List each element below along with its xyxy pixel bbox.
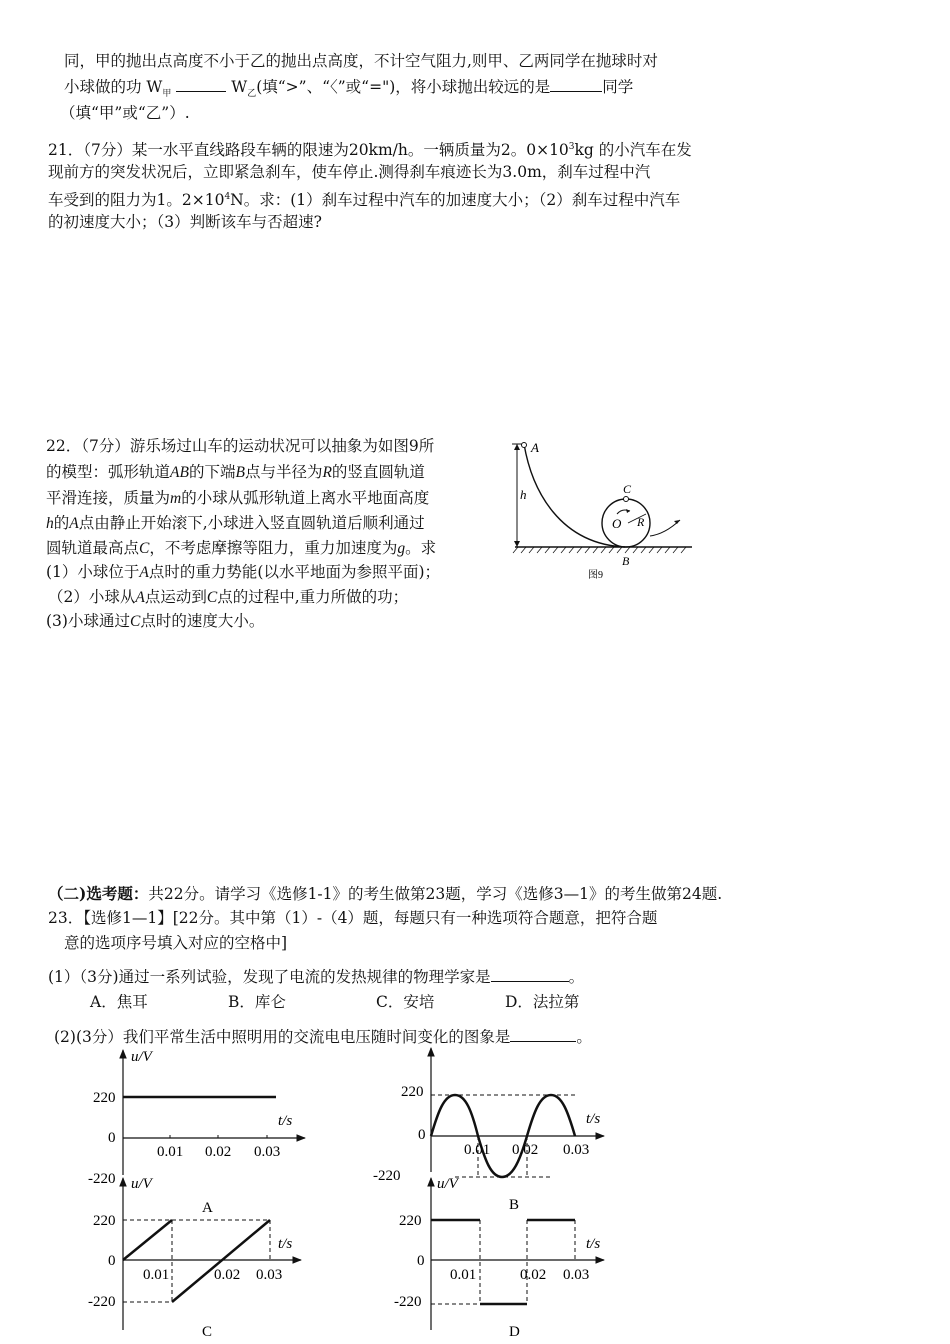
graph-a — [88, 1049, 305, 1187]
q22-line1: 22．（7分）游乐场过山车的运动状况可以抽象为如图9所 — [46, 437, 435, 455]
q23-option-d: D．法拉第 — [505, 993, 580, 1011]
var-ab: AB — [170, 464, 189, 481]
q23-p1-stem: (1）（3分)通过一系列试验，发现了电流的发热规律的物理学家是 — [48, 968, 491, 986]
graph-c-t3: 0.03 — [256, 1267, 283, 1283]
graph-d-xlabel: t/s — [586, 1236, 601, 1252]
q22-t11: 。求 — [405, 539, 437, 557]
q23-option-a: A．焦耳 — [90, 993, 148, 1011]
var-a-3: A — [135, 589, 145, 606]
graph-d — [394, 1176, 604, 1340]
graph-a-t1: 0.01 — [157, 1144, 184, 1160]
q20-work-label-b: W — [231, 78, 248, 96]
q22-s3a: (3)小球通过 — [46, 612, 130, 630]
q22-t10: ，不考虑摩擦等阻力，重力加速度为 — [149, 539, 398, 557]
graph-d-ylabel: u/V — [437, 1176, 458, 1192]
graph-b-t3: 0.03 — [563, 1142, 590, 1158]
graph-c-t1: 0.01 — [143, 1267, 170, 1283]
graph-c-t2: 0.02 — [214, 1267, 241, 1283]
q22-s1b: 点时的重力势能(以水平地面为参照平面)； — [148, 563, 440, 581]
section2-head: （二)选考题： — [48, 884, 149, 903]
var-c-2: C — [206, 589, 218, 606]
q23-line1: 23．【选修1—1】[22分。其中第（1）-（4）题，每题只有一种选项符合题意，把符合题 — [48, 909, 658, 927]
q20-line2 — [64, 77, 633, 104]
graph-d-t3: 0.03 — [563, 1267, 590, 1283]
q22-t1: 的模型：弧形轨道 — [46, 463, 171, 481]
sub-yi: 乙 — [247, 89, 257, 100]
fig-label-o: O — [612, 516, 622, 531]
q22-sub3 — [46, 611, 264, 632]
figure-9-roller-coaster — [500, 436, 700, 584]
q22-s3b: 点时的速度大小。 — [140, 612, 265, 630]
section2-text: 共22分。请学习《选修1-1》的考生做第23题，学习《选修3—1》的考生做第24题. — [148, 885, 723, 903]
q22-t2: 的下端 — [188, 463, 236, 481]
q21-line1 — [48, 137, 692, 160]
section2-heading — [48, 884, 722, 904]
q22-t6: 的小球从弧形轨道上离水平地面高度 — [181, 489, 430, 507]
var-a: A — [69, 515, 79, 532]
q20-line1: 同，甲的抛出点高度不小于乙的抛出点高度，不计空气阻力,则甲、乙两同学在抛球时对 — [64, 52, 658, 70]
graph-d-y0: 0 — [417, 1253, 425, 1269]
q21-sup1: 3 — [568, 142, 575, 152]
var-r: R — [322, 464, 332, 481]
fig-caption: 图9 — [588, 570, 603, 581]
fig-label-h: h — [520, 487, 527, 502]
q20-work-label-a: 小球做的功 W — [64, 78, 163, 96]
q22-t9: 圆轨道最高点 — [46, 539, 140, 557]
graph-c-ylabel: u/V — [131, 1176, 152, 1192]
graph-b-caption: B — [509, 1197, 520, 1213]
graph-a-ylabel: u/V — [131, 1049, 152, 1065]
q22-s2c: 点的过程中,重力所做的功； — [217, 588, 409, 606]
q23-p1 — [48, 967, 584, 987]
q21-line3a: 车受到的阻力为1。2×10 — [48, 191, 225, 210]
q23-option-b: B．库仑 — [228, 993, 286, 1011]
graph-b — [373, 1048, 604, 1213]
var-h: h — [46, 515, 54, 532]
sub-jia: 甲 — [162, 89, 172, 100]
graph-a-xlabel: t/s — [278, 1113, 293, 1129]
q22-line2 — [46, 462, 425, 483]
q22-sub1 — [46, 562, 440, 583]
graph-b-y-220: -220 — [373, 1168, 401, 1184]
q23-p1-end: 。 — [568, 968, 585, 986]
q21-line4: 的初速度大小；（3）判断该车与否超速? — [48, 213, 322, 231]
graph-b-y0: 0 — [418, 1127, 426, 1143]
q22-s2b: 点运动到 — [144, 588, 207, 606]
graph-c-caption: C — [202, 1324, 213, 1340]
graph-a-t2: 0.02 — [205, 1144, 232, 1160]
q21-sup2: 4 — [224, 192, 231, 202]
q22-t8: 点由静止开始滚下,小球进入竖直圆轨道后顺利通过 — [78, 514, 425, 532]
graph-a-y0: 0 — [108, 1130, 116, 1146]
graph-a-y-220: -220 — [88, 1171, 116, 1187]
blank-p1[interactable] — [491, 967, 569, 982]
graph-d-y220: 220 — [399, 1213, 422, 1229]
q22-line5 — [46, 538, 436, 559]
graph-c-xlabel: t/s — [278, 1236, 293, 1252]
q22-t4: 的竖直圆轨道 — [331, 463, 425, 481]
graph-b-xlabel: t/s — [586, 1111, 601, 1127]
graph-d-t1: 0.01 — [450, 1267, 477, 1283]
q21-line2: 现前方的突发状况后，立即紧急刹车，使车停止.测得刹车痕迹长为3.0m，刹车过程中汽 — [48, 163, 651, 181]
graph-b-t1: 0.01 — [464, 1142, 491, 1158]
graph-b-t2: 0.02 — [512, 1142, 539, 1158]
q21-line1a: 21．（7分）某一水平直线路段车辆的限速为20km/h。一辆质量为2。0×10 — [48, 141, 569, 160]
graph-c — [88, 1176, 301, 1340]
graph-a-caption: A — [202, 1200, 213, 1216]
var-b: B — [235, 464, 245, 481]
fig-label-b: B — [622, 554, 630, 568]
var-a-2: A — [139, 564, 149, 581]
q22-t5: 平滑连接，质量为 — [46, 489, 171, 507]
var-g: g — [397, 540, 406, 557]
q22-s1a: (1）小球位于 — [46, 563, 140, 581]
q21-line1b: kg 的小汽车在发 — [574, 141, 692, 160]
fig-label-a: A — [531, 440, 539, 455]
q23-p2-stem: (2)(3分）我们平常生活中照明用的交流电电压随时间变化的图象是 — [54, 1028, 511, 1046]
q22-t3: 点与半径为 — [244, 463, 323, 481]
q20-line2-text: (填“>”、“〈”或“=")，将小球抛出较远的是 — [256, 78, 551, 96]
graph-b-y220: 220 — [401, 1084, 424, 1100]
var-m: m — [170, 490, 182, 507]
fig-label-c: C — [623, 482, 632, 496]
q22-t7: 的 — [53, 514, 70, 532]
fig-label-r: R — [637, 515, 645, 529]
blank-w-compare[interactable] — [176, 77, 226, 92]
graph-a-y220: 220 — [93, 1090, 116, 1106]
q23-p2-end: 。 — [576, 1028, 592, 1046]
graph-c-y220: 220 — [93, 1213, 116, 1229]
var-c: C — [139, 540, 150, 557]
q20-line2-end: 同学 — [602, 78, 634, 96]
q22-line4 — [46, 513, 425, 534]
blank-farther[interactable] — [550, 77, 602, 92]
q22-sub2 — [48, 587, 408, 608]
q21-line3b: N。求：(1）刹车过程中汽车的加速度大小；（2）刹车过程中汽车 — [230, 191, 681, 210]
graph-c-y-220: -220 — [88, 1294, 116, 1310]
graph-c-y0: 0 — [108, 1253, 116, 1269]
graph-d-y-220: -220 — [394, 1294, 422, 1310]
q23-line2: 意的选项序号填入对应的空格中] — [64, 934, 288, 952]
q22-line3 — [46, 488, 429, 509]
graph-d-t2: 0.02 — [520, 1267, 547, 1283]
q23-option-c: C．安培 — [376, 993, 435, 1011]
q22-s2a: （2）小球从 — [48, 588, 136, 606]
var-c-3: C — [129, 613, 141, 630]
graph-a-t3: 0.03 — [254, 1144, 281, 1160]
q20-line3: （填“甲”或“乙”）. — [60, 104, 190, 122]
q21-line3 — [48, 187, 680, 210]
graph-d-caption: D — [509, 1324, 520, 1340]
voltage-graphs — [0, 1040, 950, 1344]
